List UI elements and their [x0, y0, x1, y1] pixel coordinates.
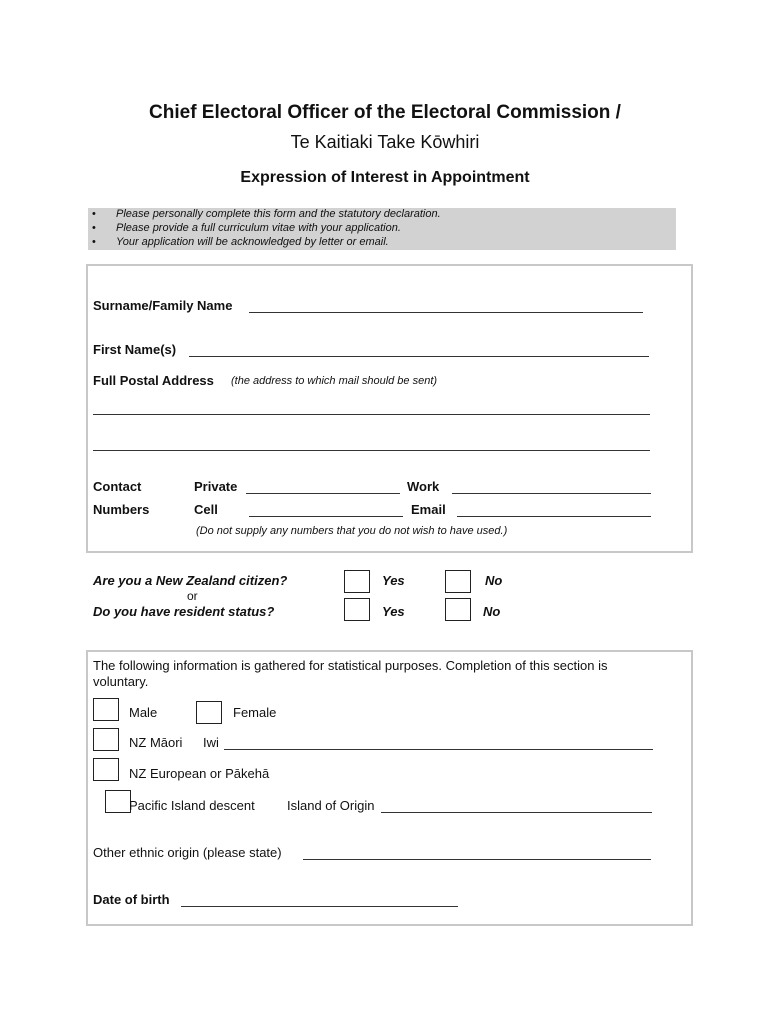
private-phone-field[interactable]: [246, 493, 400, 494]
citizen-no-checkbox[interactable]: [445, 570, 471, 593]
instructions-box: • Please personally complete this form and the statutory declaration. • Please provide a full curriculum vitae with your application. • Your application will be acknowledged by letter or email.: [88, 208, 676, 250]
statistics-intro-line1: The following information is gathered for statistical purposes. Completion of this section is: [93, 658, 608, 673]
numbers-label: Numbers: [93, 502, 150, 517]
citizen-no-label: No: [485, 573, 503, 588]
form-subtitle: Expression of Interest in Appointment: [240, 169, 530, 186]
postal-address-field-line2[interactable]: [93, 450, 650, 451]
other-ethnic-label: Other ethnic origin (please state): [93, 845, 282, 860]
iwi-field[interactable]: [224, 749, 653, 750]
contact-label: Contact: [93, 479, 142, 494]
citizen-yes-label: Yes: [382, 573, 405, 588]
page-title-maori: Te Kaitiaki Take Kōwhiri: [290, 132, 480, 152]
resident-yes-label: Yes: [382, 604, 405, 619]
first-name-field[interactable]: [189, 356, 649, 357]
postal-address-field-line1[interactable]: [93, 414, 650, 415]
numbers-note: (Do not supply any numbers that you do not wish to have used.): [196, 525, 508, 537]
female-label: Female: [233, 705, 277, 720]
statistics-panel: [86, 650, 693, 926]
first-name-label: First Name(s): [93, 342, 177, 357]
or-text: or: [187, 589, 198, 603]
pacific-island-checkbox[interactable]: [105, 790, 131, 813]
iwi-label: Iwi: [203, 735, 219, 750]
male-label: Male: [129, 705, 158, 720]
other-ethnic-field[interactable]: [303, 859, 651, 860]
bullet-icon: •: [92, 208, 96, 220]
statistics-intro-line2: voluntary.: [93, 674, 149, 689]
work-phone-field[interactable]: [452, 493, 651, 494]
resident-yes-checkbox[interactable]: [344, 598, 370, 621]
male-checkbox[interactable]: [93, 698, 119, 721]
nz-european-label: NZ European or Pākehā: [129, 766, 270, 781]
private-phone-label: Private: [194, 479, 238, 494]
email-label: Email: [411, 502, 446, 517]
island-of-origin-label: Island of Origin: [287, 798, 375, 813]
citizen-question: Are you a New Zealand citizen?: [93, 573, 288, 588]
resident-question: Do you have resident status?: [93, 604, 275, 619]
postal-address-label: Full Postal Address: [93, 373, 214, 388]
female-checkbox[interactable]: [196, 701, 222, 724]
island-of-origin-field[interactable]: [381, 812, 652, 813]
surname-label: Surname/Family Name: [93, 298, 233, 313]
bullet-icon: •: [92, 236, 96, 248]
resident-no-checkbox[interactable]: [445, 598, 471, 621]
page-title: Chief Electoral Officer of the Electoral Commission /: [149, 102, 621, 123]
citizen-yes-checkbox[interactable]: [344, 570, 370, 593]
surname-field[interactable]: [249, 312, 643, 313]
work-phone-label: Work: [407, 479, 440, 494]
pacific-island-label: Pacific Island descent: [129, 798, 255, 813]
nz-maori-checkbox[interactable]: [93, 728, 119, 751]
email-field[interactable]: [457, 516, 651, 517]
nz-european-checkbox[interactable]: [93, 758, 119, 781]
postal-address-note: (the address to which mail should be sent): [231, 375, 438, 387]
cell-phone-field[interactable]: [249, 516, 403, 517]
date-of-birth-field[interactable]: [181, 906, 458, 907]
date-of-birth-label: Date of birth: [93, 892, 170, 907]
bullet-icon: •: [92, 222, 96, 234]
cell-phone-label: Cell: [194, 502, 218, 517]
resident-no-label: No: [483, 604, 501, 619]
nz-maori-label: NZ Māori: [129, 735, 183, 750]
